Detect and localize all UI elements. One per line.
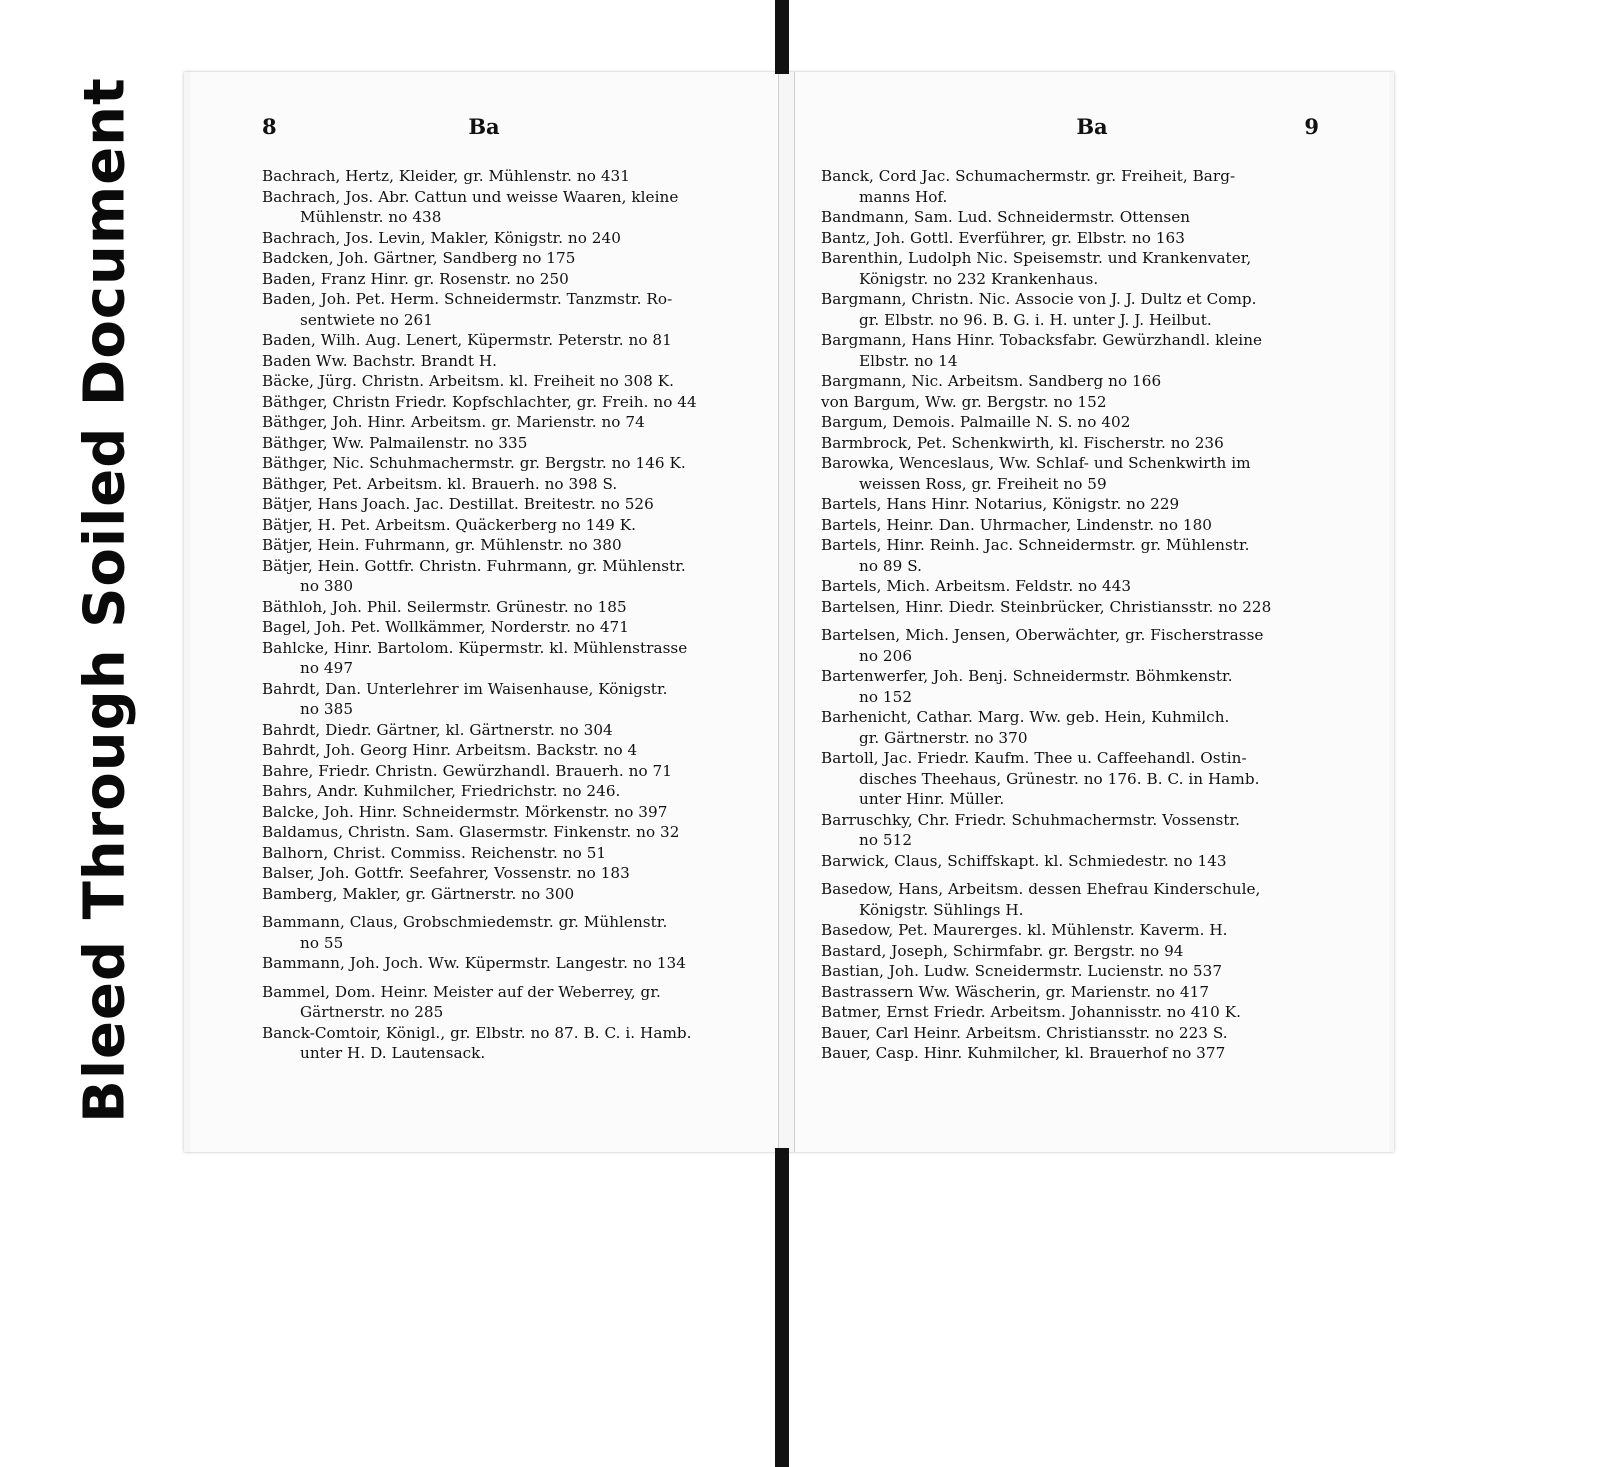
directory-entry: Bargmann, Nic. Arbeitsm. Sandberg no 166 <box>821 372 1162 390</box>
directory-entry: Bastard, Joseph, Schirmfabr. gr. Bergstr. no 94 <box>821 941 1184 960</box>
directory-entry: Balser, Joh. Gottfr. Seefahrer, Vossenstr. no 183 <box>262 864 630 882</box>
watermark-stamp <box>70 77 140 1123</box>
directory-entry: Badcken, Joh. Gärtner, Sandberg no 175 <box>262 249 576 267</box>
directory-entry: Bäcke, Jürg. Christn. Arbeitsm. kl. Freiheit no 308 K. <box>262 372 675 390</box>
directory-entry: Bäthloh, Joh. Phil. Seilermstr. Grünestr. no 185 <box>262 597 627 616</box>
directory-entry: Bahrdt, Diedr. Gärtner, kl. Gärtnerstr. no 304 <box>262 720 613 739</box>
directory-entry: Bahrdt, Dan. Unterlehrer im Waisenhause, Königstr. no 385 <box>262 679 668 718</box>
directory-entry: Bartels, Heinr. Dan. Uhrmacher, Lindenstr. no 180 <box>821 515 1213 534</box>
directory-entry: Bartels, Hinr. Reinh. Jac. Schneidermstr. gr. Mühlenstr. no 89 S. <box>821 536 1250 575</box>
directory-entry: Bamberg, Makler, gr. Gärtnerstr. no 300 <box>262 884 575 903</box>
directory-entry: Bartels, Hans Hinr. Notarius, Königstr. no 229 <box>821 495 1180 513</box>
directory-entry: Bammann, Claus, Grobschmiedemstr. gr. Mühlenstr. no 55 <box>262 913 668 952</box>
directory-entry: Bätjer, Hein. Fuhrmann, gr. Mühlenstr. no 380 <box>262 536 622 554</box>
directory-entry: Bätjer, Hans Joach. Jac. Destillat. Breitestr. no 526 <box>262 495 654 513</box>
directory-entry: Bantz, Joh. Gottl. Everführer, gr. Elbstr. no 163 <box>821 228 1185 247</box>
directory-entry: Bahrdt, Joh. Georg Hinr. Arbeitsm. Backstr. no 4 <box>262 741 638 759</box>
directory-entry: Bachrach, Hertz, Kleider, gr. Mühlenstr. no 431 <box>262 167 630 185</box>
left-page-header <box>190 114 778 144</box>
right-page-header <box>795 114 1389 144</box>
directory-entry: Bammel, Dom. Heinr. Meister auf der Weberrey, gr. Gärtnerstr. no 285 <box>262 982 661 1021</box>
entry-list <box>262 166 762 1064</box>
directory-entry: Basedow, Pet. Maurerges. kl. Mühlenstr. Kaverm. H. <box>821 921 1228 939</box>
directory-entry: Bäthger, Joh. Hinr. Arbeitsm. gr. Marienstr. no 74 <box>262 413 645 431</box>
directory-entry: Bäthger, Pet. Arbeitsm. kl. Brauerh. no 398 S. <box>262 474 618 493</box>
directory-entry: Baden, Joh. Pet. Herm. Schneidermstr. Tanzmstr. Ro- sentwiete no 261 <box>262 290 673 329</box>
directory-entry: Barowka, Wenceslaus, Ww. Schlaf- und Schenkwirth im weissen Ross, gr. Freiheit no 59 <box>821 454 1251 493</box>
directory-entry: Bauer, Casp. Hinr. Kuhmilcher, kl. Brauerhof no 377 <box>821 1044 1226 1062</box>
directory-entry: Bahrs, Andr. Kuhmilcher, Friedrichstr. no 246. <box>262 782 621 800</box>
directory-entry: Bargmann, Hans Hinr. Tobacksfabr. Gewürzhandl. kleine Elbstr. no 14 <box>821 331 1263 370</box>
directory-entry: Banck, Cord Jac. Schumachermstr. gr. Freiheit, Barg- manns Hof. <box>821 167 1236 206</box>
directory-entry: Bastrassern Ww. Wäscherin, gr. Marienstr. no 417 <box>821 982 1210 1001</box>
directory-entry: Bauer, Carl Heinr. Arbeitsm. Christiansstr. no 223 S. <box>821 1023 1228 1042</box>
directory-entry: Baden Ww. Bachstr. Brandt H. <box>262 351 498 370</box>
page-number: 8 <box>262 114 277 139</box>
directory-entry: Bäthger, Nic. Schuhmachermstr. gr. Bergstr. no 146 K. <box>262 454 686 472</box>
directory-entry: Bachrach, Jos. Abr. Cattun und weisse Waaren, kleine Mühlenstr. no 438 <box>262 187 679 226</box>
directory-entry: Barenthin, Ludolph Nic. Speisemstr. und Krankenvater, Königstr. no 232 Krankenhaus. <box>821 249 1252 288</box>
directory-entry: Baldamus, Christn. Sam. Glasermstr. Finkenstr. no 32 <box>262 823 680 841</box>
directory-entry: Barruschky, Chr. Friedr. Schuhmachermstr. Vossenstr. no 512 <box>821 810 1241 849</box>
directory-entry: Bahre, Friedr. Christn. Gewürzhandl. Brauerh. no 71 <box>262 761 672 780</box>
binding-gutter-top <box>775 0 789 74</box>
directory-entry: Bandmann, Sam. Lud. Schneidermstr. Ottensen <box>821 208 1191 226</box>
directory-entry: Bartelsen, Hinr. Diedr. Steinbrücker, Christiansstr. no 228 <box>821 597 1272 616</box>
directory-entry: Bätjer, H. Pet. Arbeitsm. Quäckerberg no 149 K. <box>262 515 637 534</box>
directory-entry: Barmbrock, Pet. Schenkwirth, kl. Fischerstr. no 236 <box>821 433 1224 452</box>
directory-entry: Bäthger, Christn Friedr. Kopfschlachter, gr. Freih. no 44 <box>262 392 697 411</box>
directory-entry: Bachrach, Jos. Levin, Makler, Königstr. no 240 <box>262 228 621 247</box>
stamp-text: Bleed Through Soiled Document <box>72 77 138 1123</box>
directory-entry: Banck-Comtoir, Königl., gr. Elbstr. no 87. B. C. i. Hamb. unter H. D. Lautensack. <box>262 1023 692 1062</box>
directory-entry: Bäthger, Ww. Palmailenstr. no 335 <box>262 433 528 452</box>
directory-entry: Baden, Franz Hinr. gr. Rosenstr. no 250 <box>262 269 569 288</box>
book-spread <box>184 72 1394 1152</box>
directory-entry: Bastian, Joh. Ludw. Scneidermstr. Lucienstr. no 537 <box>821 962 1223 980</box>
directory-entry: Bartenwerfer, Joh. Benj. Schneidermstr. Böhmkenstr. no 152 <box>821 667 1233 706</box>
directory-entry: Bagel, Joh. Pet. Wollkämmer, Norderstr. no 471 <box>262 618 629 636</box>
directory-entry: Bartelsen, Mich. Jensen, Oberwächter, gr. Fischerstrasse no 206 <box>821 626 1264 665</box>
directory-entry: Bartels, Mich. Arbeitsm. Feldstr. no 443 <box>821 577 1132 595</box>
page-heading: Ba <box>1076 114 1108 139</box>
directory-entry: Bätjer, Hein. Gottfr. Christn. Fuhrmann, gr. Mühlenstr. no 380 <box>262 556 686 595</box>
entry-list <box>821 166 1321 1064</box>
directory-entry: Bammann, Joh. Joch. Ww. Küpermstr. Langestr. no 134 <box>262 954 686 972</box>
directory-entry: Bargmann, Christn. Nic. Associe von J. J. Dultz et Comp. gr. Elbstr. no 96. B. G. i. H. unter J. J. Heilbut. <box>821 290 1257 329</box>
page-heading: Ba <box>468 114 500 139</box>
directory-entry: Balcke, Joh. Hinr. Schneidermstr. Mörkenstr. no 397 <box>262 802 668 821</box>
directory-entry: Balhorn, Christ. Commiss. Reichenstr. no 51 <box>262 843 607 862</box>
left-page <box>190 72 779 1152</box>
directory-entry: von Bargum, Ww. gr. Bergstr. no 152 <box>821 392 1107 411</box>
binding-gutter-bottom <box>775 1148 789 1467</box>
right-page <box>794 72 1389 1152</box>
directory-entry: Bartoll, Jac. Friedr. Kaufm. Thee u. Caffeehandl. Ostin- disches Theehaus, Grünestr. no 176. B. C. in Hamb. unter Hinr. Müller. <box>821 749 1260 808</box>
directory-entry: Barwick, Claus, Schiffskapt. kl. Schmiedestr. no 143 <box>821 851 1227 870</box>
page-number: 9 <box>1304 114 1319 139</box>
directory-entry: Baden, Wilh. Aug. Lenert, Küpermstr. Peterstr. no 81 <box>262 331 672 349</box>
directory-entry: Bargum, Demois. Palmaille N. S. no 402 <box>821 413 1131 431</box>
directory-entry: Basedow, Hans, Arbeitsm. dessen Ehefrau Kinderschule, Königstr. Sühlings H. <box>821 880 1261 919</box>
directory-entry: Barhenicht, Cathar. Marg. Ww. geb. Hein, Kuhmilch. gr. Gärtnerstr. no 370 <box>821 708 1230 747</box>
directory-entry: Bahlcke, Hinr. Bartolom. Küpermstr. kl. Mühlenstrasse no 497 <box>262 638 688 677</box>
directory-entry: Batmer, Ernst Friedr. Arbeitsm. Johannisstr. no 410 K. <box>821 1003 1242 1021</box>
